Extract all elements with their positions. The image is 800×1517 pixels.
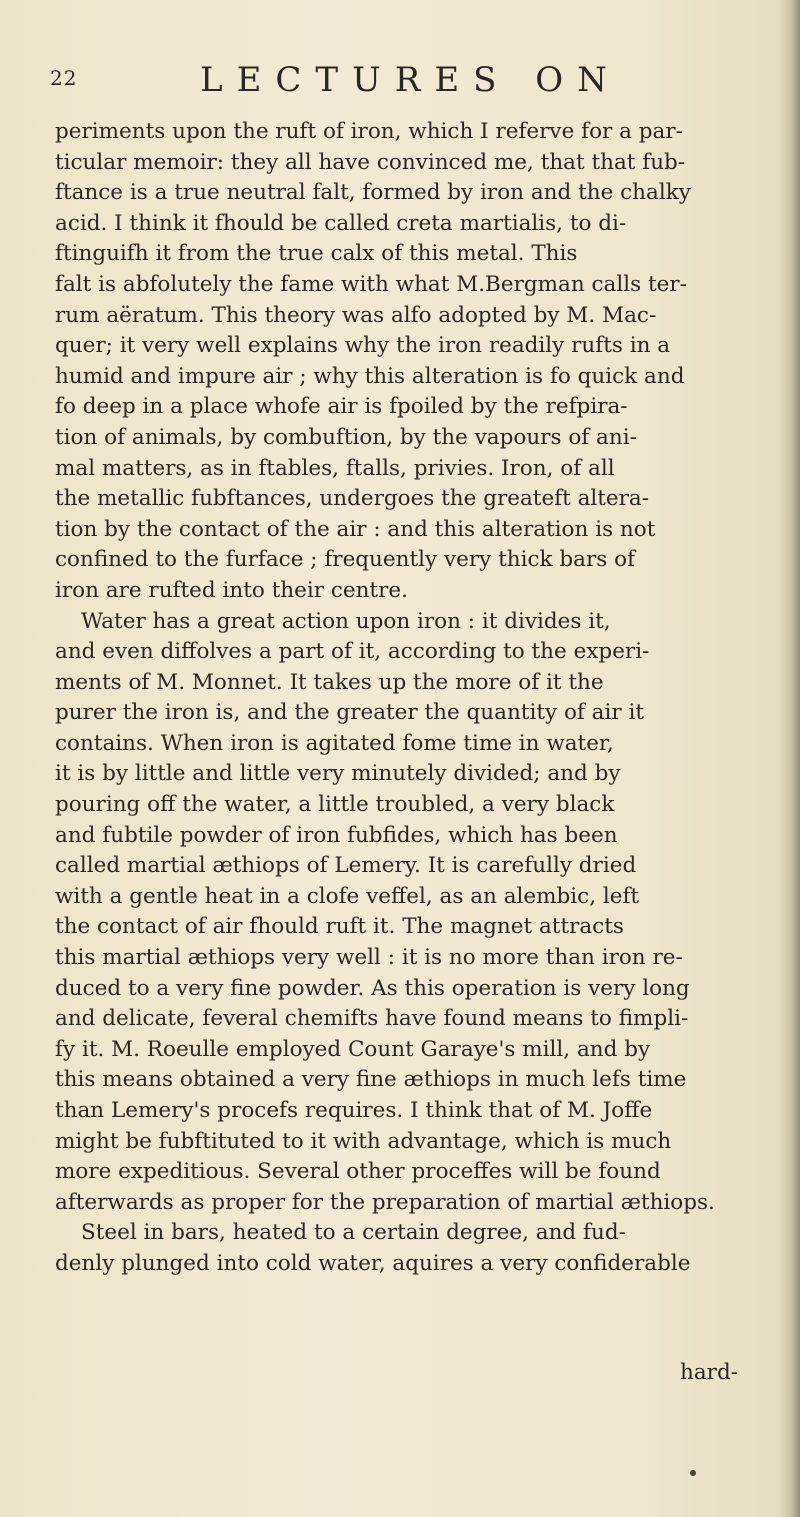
text-line: tion by the contact of the air : and this alteration is not — [55, 516, 656, 542]
text-line: duced to a very fine powder. As this operation is very long — [55, 975, 690, 1001]
text-line: purer the iron is, and the greater the quantity of air it — [55, 700, 645, 726]
text-line: contains. When iron is agitated fome time in water, — [55, 730, 614, 756]
text-line: rum aëratum. This theory was alfo adopted by M. Mac- — [55, 302, 657, 328]
text-line: acid. I think it fhould be called creta martialis, to di- — [55, 210, 627, 236]
text-line: called martial æthiops of Lemery. It is carefully dried — [55, 853, 637, 879]
text-line: iron are rufted into their centre. — [55, 577, 408, 603]
text-line: afterwards as proper for the preparation of martial æthiops. — [55, 1189, 715, 1215]
text-line: the contact of air fhould ruft it. The magnet attracts — [55, 914, 624, 940]
text-line: Steel in bars, heated to a certain degree, and fud- — [81, 1220, 626, 1246]
text-line: the metallic fubftances, undergoes the greateft altera- — [55, 486, 650, 512]
text-line: humid and impure air ; why this alteration is fo quick and — [55, 363, 685, 389]
ink-speck — [690, 1470, 696, 1476]
text-line: and even diffolves a part of it, according to the experi- — [55, 639, 650, 665]
text-line: with a gentle heat in a clofe veffel, as an alembic, left — [55, 883, 640, 909]
text-line: and fubtile powder of iron fubfides, which has been — [55, 822, 618, 848]
text-line: confined to the furface ; frequently very thick bars of — [55, 547, 635, 573]
text-line: ticular memoir: they all have convinced me, that that fub- — [55, 149, 686, 175]
text-line: this martial æthiops very well : it is no more than iron re- — [55, 945, 683, 971]
text-line: periments upon the ruft of iron, which I referve for a par- — [55, 119, 683, 144]
text-line: quer; it very well explains why the iron readily rufts in a — [55, 333, 671, 359]
text-line: fy it. M. Roeulle employed Count Garaye's mill, and by — [55, 1036, 651, 1062]
body-text — [55, 117, 760, 1280]
text-line: ftance is a true neutral falt, formed by iron and the chalky — [55, 180, 691, 206]
text-line: fo deep in a place whofe air is fpoiled by the refpira- — [55, 394, 628, 420]
text-line: ftinguifh it from the true calx of this metal. This — [55, 241, 578, 267]
text-line: this means obtained a very fine æthiops in much lefs time — [55, 1067, 687, 1093]
text-line: more expeditious. Several other proceffes will be found — [55, 1159, 661, 1185]
running-head: LECTURES ON — [200, 60, 621, 100]
text-line: mal matters, as in ftables, ftalls, privies. Iron, of all — [55, 455, 615, 481]
text-line: it is by little and little very minutely divided; and by — [55, 761, 621, 787]
page-edge-shadow — [778, 0, 800, 1517]
text-line: might be fubftituted to it with advantage, which is much — [55, 1128, 672, 1154]
catchword: hard- — [680, 1360, 738, 1385]
text-line: Water has a great action upon iron : it divides it, — [81, 608, 611, 634]
text-line: denly plunged into cold water, aquires a very confiderable — [55, 1250, 691, 1276]
text-line: tion of animals, by combuftion, by the vapours of ani- — [55, 424, 637, 450]
text-line: than Lemery's procefs requires. I think that of M. Joffe — [55, 1098, 653, 1123]
page-number: 22 — [50, 66, 78, 90]
page-header — [50, 60, 750, 110]
text-line: pouring off the water, a little troubled, a very black — [55, 792, 615, 818]
text-line: falt is abfolutely the fame with what M.Bergman calls ter- — [55, 271, 687, 297]
text-line: ments of M. Monnet. It takes up the more of it the — [55, 669, 604, 695]
text-line: and delicate, feveral chemifts have found means to fimpli- — [55, 1006, 689, 1032]
